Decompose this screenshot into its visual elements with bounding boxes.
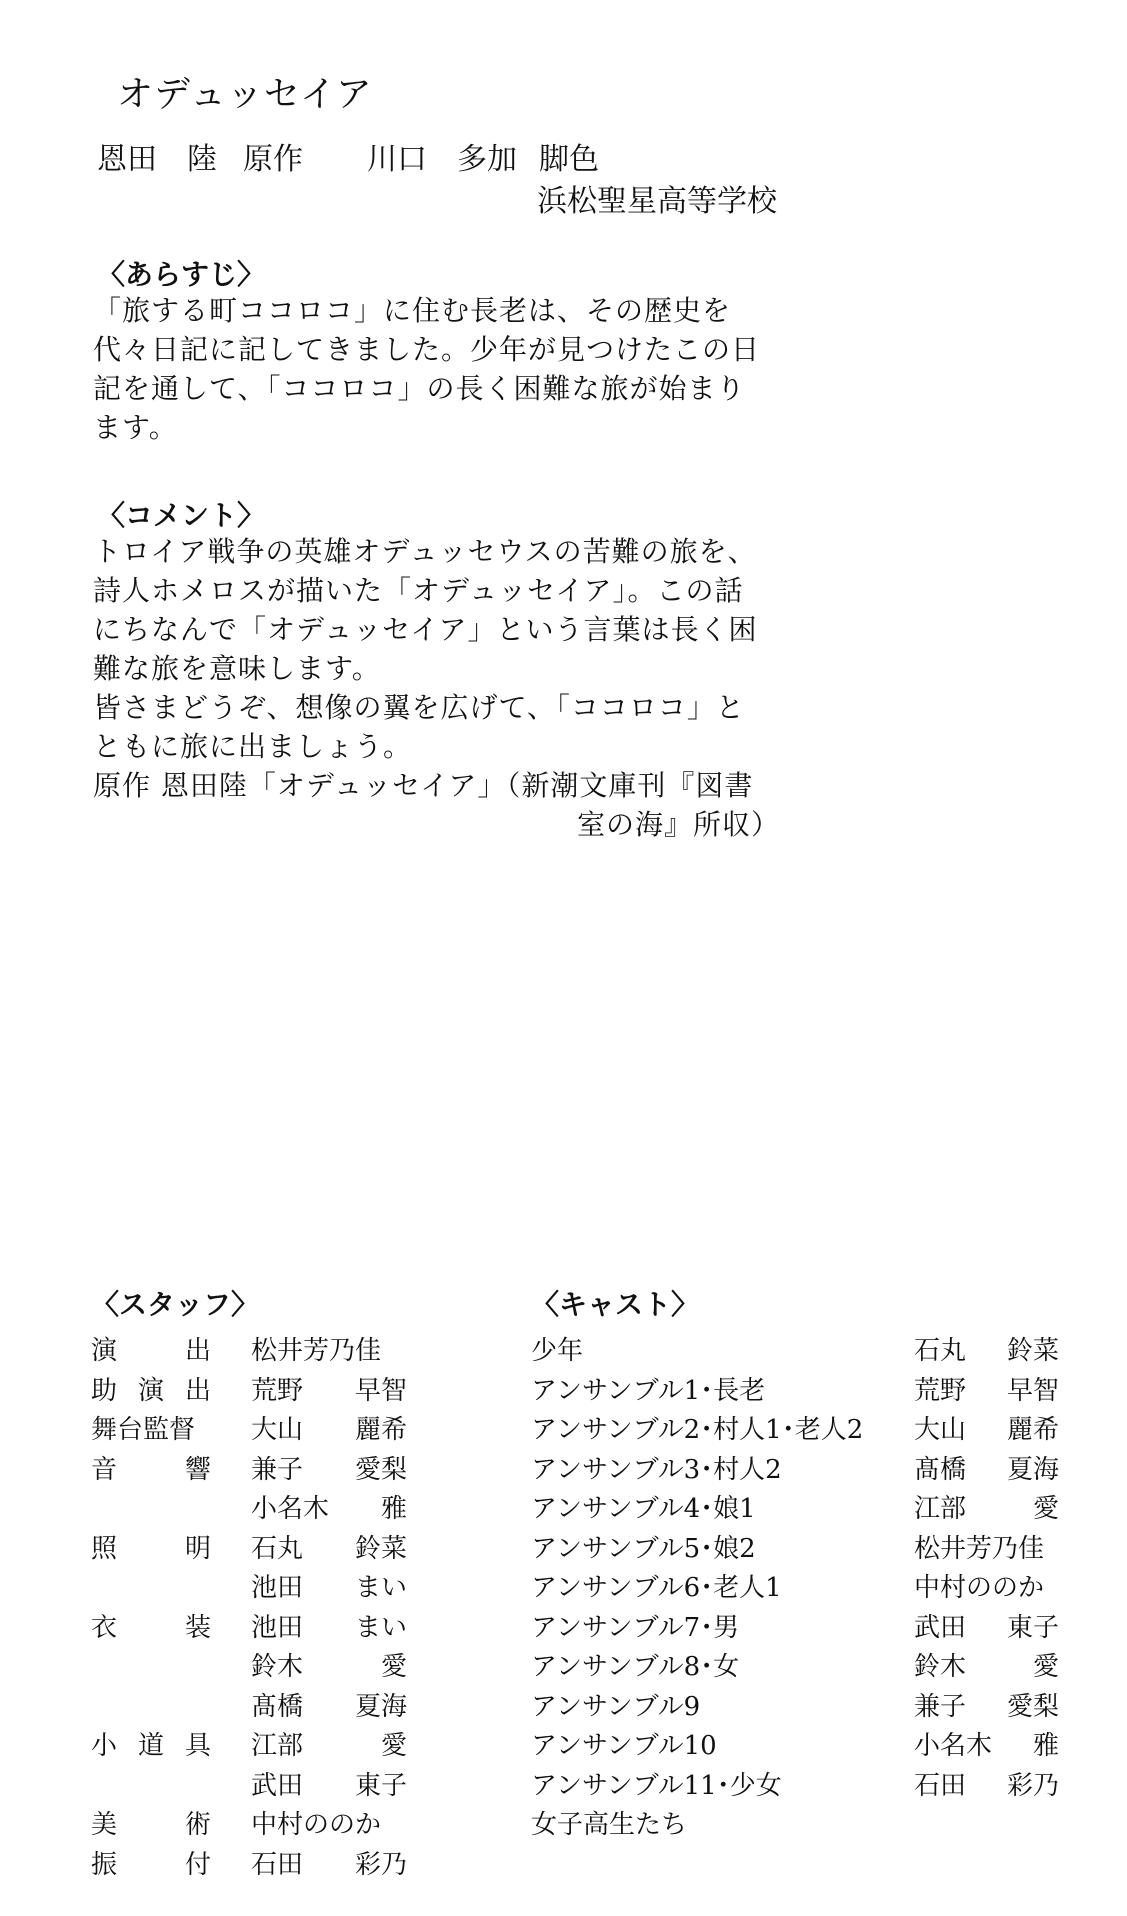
author-name: 恩田 陸 (97, 142, 217, 177)
staff-role (91, 1528, 211, 1565)
staff-name-part: 愛 (380, 1731, 407, 1761)
synopsis-line: 記を通して、「ココロコ」の長く困難な旅が始まり (93, 372, 746, 405)
staff-role (91, 1844, 211, 1881)
staff-row (91, 1330, 421, 1364)
cast-name-part: 大山 (914, 1415, 967, 1445)
staff-name-part: まい (354, 1573, 407, 1603)
cast-name-part: 兼子 (914, 1691, 967, 1722)
cast-row (531, 1330, 1071, 1364)
cast-name-part: 石田 (914, 1770, 967, 1801)
staff-name-part: 愛 (380, 1652, 407, 1682)
staff-role-part: 出 (184, 1375, 211, 1406)
cast-name-part: 彩乃 (1006, 1770, 1059, 1801)
comment-line: 原作 恩田陸「オデュッセイア」（新潮文庫刊『図書 (93, 769, 754, 802)
staff-role (91, 1804, 211, 1841)
adapter-role: 脚色 (539, 142, 599, 177)
staff-role-part: 演 (137, 1375, 164, 1406)
comment-line: 詩人ホメロスが描いた「オデュッセイア」。この話 (93, 574, 744, 607)
staff-row (91, 1725, 421, 1759)
staff-row (91, 1409, 421, 1443)
staff-role-part: 付 (184, 1849, 211, 1880)
cast-name (914, 1646, 1059, 1683)
staff-name (251, 1607, 407, 1644)
staff-row (91, 1370, 421, 1404)
cast-role: アンサンブル2･村人1･老人2 (531, 1415, 864, 1445)
staff-role-part: 装 (184, 1612, 211, 1643)
author-role: 原作 (243, 142, 303, 177)
staff-role-part: 具 (184, 1731, 211, 1761)
comment-line: ともに旅に出ましょう。 (93, 730, 413, 763)
staff-row (91, 1528, 421, 1562)
school-name: 浜松聖星高等学校 (537, 184, 777, 219)
staff-name-part: 愛梨 (354, 1454, 407, 1485)
staff-name (251, 1528, 407, 1565)
cast-row (531, 1765, 1071, 1799)
cast-row (531, 1607, 1071, 1641)
cast-name (914, 1765, 1059, 1802)
staff-row (91, 1844, 421, 1878)
staff-role (91, 1725, 211, 1762)
staff-name (251, 1370, 407, 1407)
cast-name-part: 愛梨 (1006, 1691, 1059, 1722)
cast-name-part: 愛 (1032, 1494, 1059, 1524)
cast-row (531, 1567, 1071, 1601)
staff-row (91, 1646, 421, 1680)
staff-list (91, 1330, 421, 1890)
staff-name (251, 1646, 407, 1683)
staff-role-part: 出 (184, 1336, 211, 1366)
staff-name-part: 東子 (354, 1770, 407, 1801)
cast-row (531, 1528, 1071, 1562)
cast-row (531, 1370, 1071, 1404)
cast-name-part: 早智 (1006, 1375, 1059, 1406)
staff-role-part: 演 (91, 1336, 118, 1366)
staff-name-part: 武田 (251, 1770, 304, 1801)
cast-name (914, 1567, 1059, 1604)
staff-role-part: 小 (91, 1731, 118, 1761)
cast-name-part: 石丸 (914, 1336, 967, 1366)
staff-role-part: 助 (91, 1375, 118, 1406)
staff-role (91, 1607, 211, 1644)
cast-name-part: 小名木 (914, 1731, 993, 1761)
staff-role-part: 舞台監督 (91, 1415, 196, 1445)
comment-last-line: 室の海』所収） (577, 808, 781, 841)
staff-name (251, 1330, 407, 1367)
cast-name-part: 愛 (1032, 1652, 1059, 1682)
cast-name-part: 武田 (914, 1612, 967, 1643)
staff-role-part: 振 (91, 1849, 118, 1880)
cast-name (914, 1528, 1059, 1565)
cast-name (914, 1607, 1059, 1644)
cast-row (531, 1409, 1071, 1443)
staff-name (251, 1449, 407, 1486)
staff-row (91, 1488, 421, 1522)
staff-name-part: 夏海 (354, 1691, 407, 1722)
staff-name-part: まい (354, 1612, 407, 1643)
staff-role-part: 美 (91, 1810, 118, 1840)
staff-name (251, 1409, 407, 1446)
synopsis-line: 「旅する町ココロコ」に住む長老は、その歴史を (93, 294, 732, 327)
cast-name-part: 麗希 (1006, 1415, 1059, 1445)
comment-line: にちなんで「オデュッセイア」という言葉は長く困 (93, 613, 758, 646)
staff-name (251, 1488, 407, 1525)
staff-name-part: 鈴木 (251, 1652, 304, 1682)
cast-role: アンサンブル4･娘1 (531, 1494, 756, 1524)
comment-line: 難な旅を意味します。 (93, 652, 381, 685)
cast-name (914, 1370, 1059, 1407)
staff-name-part: 髙橋 (251, 1691, 304, 1722)
staff-name (251, 1725, 407, 1762)
staff-row (91, 1449, 421, 1483)
staff-row (91, 1607, 421, 1641)
staff-role-part: 衣 (91, 1612, 118, 1643)
staff-row (91, 1686, 421, 1720)
cast-role: 女子高生たち (531, 1810, 688, 1840)
cast-row (531, 1804, 1071, 1838)
credits-line (97, 134, 599, 178)
cast-role: 少年 (531, 1336, 584, 1366)
staff-role-part: 術 (184, 1810, 211, 1840)
staff-name (251, 1567, 407, 1604)
staff-name-part: 池田 (251, 1573, 304, 1603)
staff-role (91, 1409, 211, 1446)
cast-row (531, 1488, 1071, 1522)
staff-name-part: 雅 (380, 1494, 407, 1524)
cast-name-part: 雅 (1032, 1731, 1059, 1761)
staff-name-part: 大山 (251, 1415, 304, 1445)
cast-name (914, 1330, 1059, 1367)
staff-role (91, 1330, 211, 1367)
staff-name-part: 鈴菜 (354, 1533, 407, 1564)
staff-role-part: 響 (184, 1454, 211, 1485)
staff-name-part: 石丸 (251, 1533, 304, 1564)
cast-role: アンサンブル7･男 (531, 1612, 740, 1643)
cast-role: アンサンブル11･少女 (531, 1770, 782, 1801)
staff-name-part: 江部 (251, 1731, 304, 1761)
staff-name-part: 小名木 (251, 1494, 330, 1524)
comment-line: 皆さまどうぞ、想像の翼を広げて、「ココロコ」と (93, 691, 745, 724)
cast-row (531, 1646, 1071, 1680)
cast-name-part: 鈴木 (914, 1652, 967, 1682)
staff-name-part: 石田 (251, 1849, 304, 1880)
cast-list (531, 1330, 1071, 1890)
staff-role-part: 道 (137, 1731, 164, 1761)
staff-name (251, 1765, 407, 1802)
cast-row (531, 1725, 1071, 1759)
cast-role: アンサンブル6･老人1 (531, 1573, 782, 1603)
cast-name (914, 1686, 1059, 1723)
comment-heading: 〈コメント〉 (97, 499, 266, 532)
staff-name-part: 中村ののか (251, 1810, 382, 1840)
cast-name-part: 夏海 (1006, 1454, 1059, 1485)
staff-row (91, 1567, 421, 1601)
cast-role: アンサンブル8･女 (531, 1652, 740, 1682)
comment-line: トロイア戦争の英雄オデュッセウスの苦難の旅を、 (93, 535, 757, 568)
cast-name-part: 東子 (1006, 1612, 1059, 1643)
staff-role-part: 明 (184, 1533, 211, 1564)
cast-role: アンサンブル3･村人2 (531, 1454, 782, 1485)
staff-name-part: 池田 (251, 1612, 304, 1643)
cast-row (531, 1449, 1071, 1483)
staff-role-part: 音 (91, 1454, 118, 1485)
cast-heading: 〈キャスト〉 (531, 1288, 700, 1321)
staff-name-part: 彩乃 (354, 1849, 407, 1880)
staff-name-part: 松井芳乃佳 (251, 1336, 382, 1366)
synopsis-line: ます。 (93, 411, 178, 444)
cast-role: アンサンブル1･長老 (531, 1375, 766, 1406)
cast-role: アンサンブル5･娘2 (531, 1533, 756, 1564)
comment-text (93, 532, 757, 805)
staff-heading: 〈スタッフ〉 (91, 1288, 260, 1321)
cast-name-part: 荒野 (914, 1375, 967, 1406)
cast-role: アンサンブル9 (531, 1691, 701, 1722)
staff-name-part: 早智 (354, 1375, 407, 1406)
staff-row (91, 1765, 421, 1799)
synopsis-text (93, 291, 760, 447)
staff-role-part: 照 (91, 1533, 118, 1564)
staff-name-part: 麗希 (354, 1415, 407, 1445)
staff-name (251, 1844, 407, 1881)
staff-row (91, 1804, 421, 1838)
staff-role (91, 1449, 211, 1486)
cast-name-part: 江部 (914, 1494, 967, 1524)
staff-name-part: 荒野 (251, 1375, 304, 1406)
cast-name (914, 1725, 1059, 1762)
cast-role: アンサンブル10 (531, 1731, 717, 1761)
cast-name (914, 1449, 1059, 1486)
cast-name-part: 中村ののか (914, 1573, 1045, 1603)
staff-name (251, 1804, 407, 1841)
cast-name (914, 1488, 1059, 1525)
adapter-name: 川口 多加 (367, 142, 517, 177)
cast-row (531, 1686, 1071, 1720)
cast-name-part: 髙橋 (914, 1454, 967, 1485)
play-title: オデュッセイア (117, 74, 373, 115)
synopsis-heading: 〈あらすじ〉 (97, 258, 266, 291)
staff-name-part: 兼子 (251, 1454, 304, 1485)
synopsis-line: 代々日記に記してきました。少年が見つけたこの日 (93, 333, 761, 366)
cast-name-part: 松井芳乃佳 (914, 1533, 1045, 1564)
cast-name (914, 1409, 1059, 1446)
staff-role (91, 1370, 211, 1407)
cast-name-part: 鈴菜 (1006, 1336, 1059, 1366)
staff-name (251, 1686, 407, 1723)
